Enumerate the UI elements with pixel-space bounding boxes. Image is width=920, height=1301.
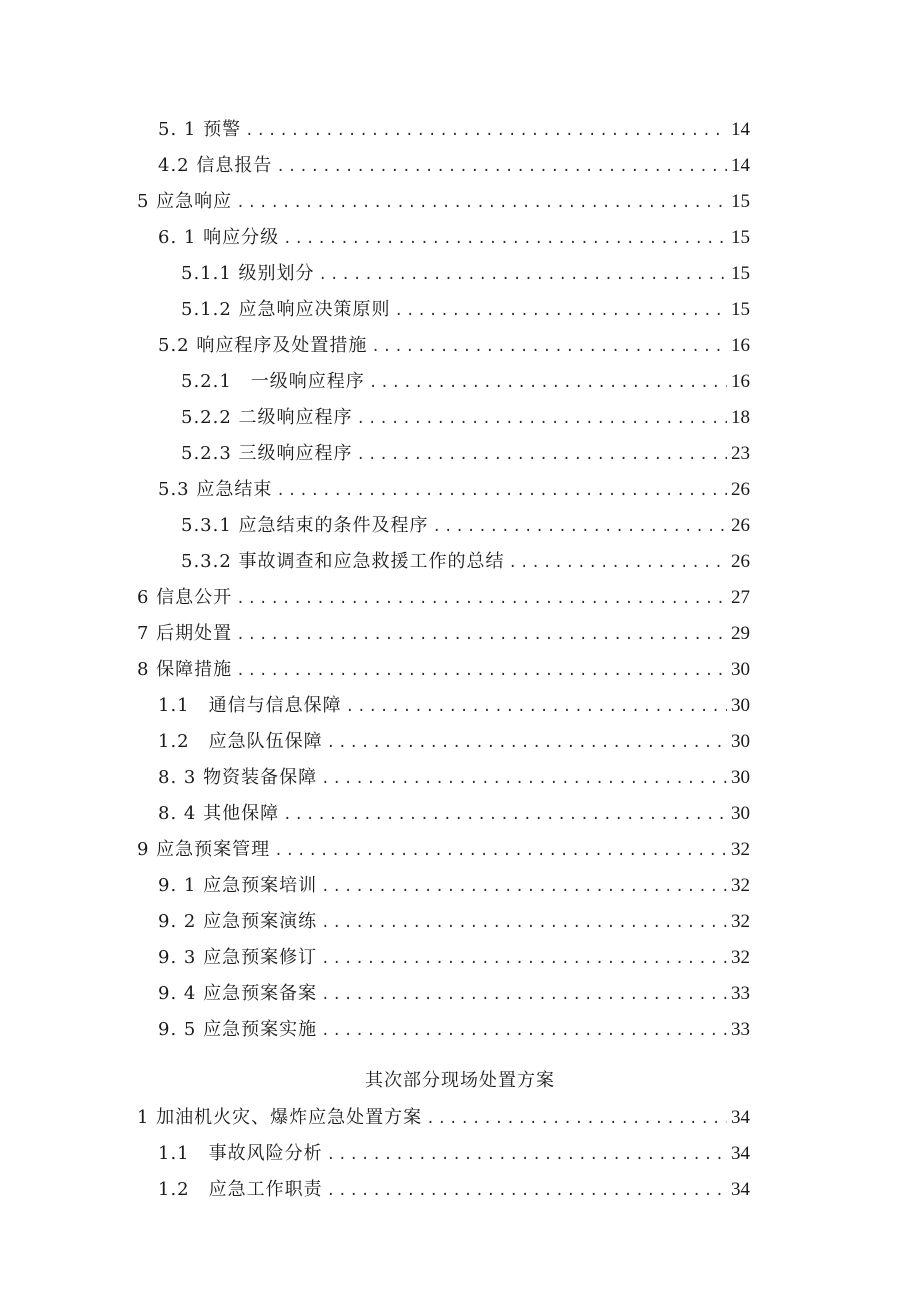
toc-page-number: 29 xyxy=(731,623,750,644)
toc-entry[interactable] xyxy=(0,328,750,364)
toc-entry[interactable] xyxy=(0,292,750,328)
toc-entry-label: 4.2 信息报告 xyxy=(158,155,273,176)
toc-page-number: 26 xyxy=(731,515,750,536)
toc-entry-label: 5 应急响应 xyxy=(137,191,233,212)
dot-leader xyxy=(236,185,727,221)
toc-page-number: 14 xyxy=(731,119,750,140)
toc-page-number: 26 xyxy=(731,479,750,500)
toc-entry-label: 1.1 通信与信息保障 xyxy=(158,695,342,716)
table-of-contents xyxy=(0,112,920,1048)
toc-entry[interactable] xyxy=(0,904,750,940)
toc-page-number: 30 xyxy=(731,767,750,788)
toc-page-number: 14 xyxy=(731,155,750,176)
dot-leader xyxy=(426,1101,727,1137)
dot-leader xyxy=(327,1173,727,1209)
toc-entry-label: 9. 5 应急预案实施 xyxy=(158,1019,318,1040)
toc-entry[interactable] xyxy=(0,1136,750,1172)
toc-page-number: 15 xyxy=(731,263,750,284)
toc-entry-label: 9. 3 应急预案修订 xyxy=(158,947,318,968)
toc-page-number: 32 xyxy=(731,875,750,896)
dot-leader xyxy=(245,113,727,149)
toc-entry[interactable] xyxy=(0,724,750,760)
dot-leader xyxy=(319,257,727,293)
toc-entry[interactable] xyxy=(0,580,750,616)
toc-page-number: 32 xyxy=(731,947,750,968)
toc-entry[interactable] xyxy=(0,1012,750,1048)
dot-leader xyxy=(357,401,727,437)
toc-entry-label: 5.3.1 应急结束的条件及程序 xyxy=(181,515,429,536)
toc-entry-label: 8. 3 物资装备保障 xyxy=(158,767,318,788)
dot-leader xyxy=(236,653,727,689)
toc-entry[interactable] xyxy=(0,148,750,184)
dot-leader xyxy=(395,293,727,329)
dot-leader xyxy=(346,689,727,725)
toc-page-number: 30 xyxy=(731,803,750,824)
dot-leader xyxy=(321,1013,727,1049)
toc-page-number: 33 xyxy=(731,1019,750,1040)
toc-entry[interactable] xyxy=(0,688,750,724)
toc-entry[interactable] xyxy=(0,436,750,472)
toc-page-number: 16 xyxy=(731,335,750,356)
toc-entry-label: 9. 1 应急预案培训 xyxy=(158,875,318,896)
toc-page-number: 18 xyxy=(731,407,750,428)
toc-entry[interactable] xyxy=(0,1100,750,1136)
toc-entry[interactable] xyxy=(0,508,750,544)
toc-entry-label: 6. 1 响应分级 xyxy=(158,227,280,248)
dot-leader xyxy=(371,329,727,365)
toc-entry-label: 6 信息公开 xyxy=(137,587,233,608)
toc-entry-label: 7 后期处置 xyxy=(137,623,233,644)
toc-entry-label: 8. 4 其他保障 xyxy=(158,803,280,824)
toc-entry[interactable] xyxy=(0,184,750,220)
toc-page-number: 34 xyxy=(731,1107,750,1128)
toc-entry[interactable] xyxy=(0,472,750,508)
toc-entry-label: 5.3.2 事故调查和应急救援工作的总结 xyxy=(181,551,505,572)
toc-entry[interactable] xyxy=(0,256,750,292)
toc-entry[interactable] xyxy=(0,544,750,580)
toc-page-number: 33 xyxy=(731,983,750,1004)
toc-entry[interactable] xyxy=(0,364,750,400)
toc-entry[interactable] xyxy=(0,616,750,652)
toc-page-number: 32 xyxy=(731,839,750,860)
dot-leader xyxy=(276,149,727,185)
toc-entry-label: 5.1.2 应急响应决策原则 xyxy=(181,299,391,320)
dot-leader xyxy=(283,797,727,833)
dot-leader xyxy=(321,869,727,905)
toc-page-number: 15 xyxy=(731,191,750,212)
toc-page-number: 30 xyxy=(731,695,750,716)
toc-entry[interactable] xyxy=(0,652,750,688)
toc-entry[interactable] xyxy=(0,976,750,1012)
dot-leader xyxy=(509,545,727,581)
dot-leader xyxy=(357,437,727,473)
toc-entry-label: 9 应急预案管理 xyxy=(137,839,271,860)
toc-entry-label: 9. 2 应急预案演练 xyxy=(158,911,318,932)
toc-entry-label: 1 加油机火灾、爆炸应急处置方案 xyxy=(137,1107,423,1128)
dot-leader xyxy=(369,365,727,401)
table-of-contents-part2 xyxy=(0,1100,920,1208)
dot-leader xyxy=(321,905,727,941)
toc-entry[interactable] xyxy=(0,400,750,436)
toc-entry-label: 5.2.2 二级响应程序 xyxy=(181,407,353,428)
toc-entry[interactable] xyxy=(0,112,750,148)
toc-page-number: 34 xyxy=(731,1179,750,1200)
toc-entry-label: 5.2 响应程序及处置措施 xyxy=(158,335,368,356)
dot-leader xyxy=(276,473,727,509)
toc-page-number: 30 xyxy=(731,731,750,752)
toc-page-number: 32 xyxy=(731,911,750,932)
toc-entry[interactable] xyxy=(0,832,750,868)
toc-entry-label: 5.2.1 一级响应程序 xyxy=(181,371,365,392)
section-heading: 其次部分现场处置方案 xyxy=(365,1070,555,1091)
toc-entry[interactable] xyxy=(0,220,750,256)
toc-entry-label: 5.3 应急结束 xyxy=(158,479,273,500)
toc-page-number: 26 xyxy=(731,551,750,572)
toc-page-number: 23 xyxy=(731,443,750,464)
dot-leader xyxy=(321,761,727,797)
toc-entry[interactable] xyxy=(0,796,750,832)
dot-leader xyxy=(327,1137,727,1173)
toc-entry-label: 1.2 应急工作职责 xyxy=(158,1179,323,1200)
toc-entry-label: 8 保障措施 xyxy=(137,659,233,680)
toc-page-number: 34 xyxy=(731,1143,750,1164)
toc-entry-label: 1.2 应急队伍保障 xyxy=(158,731,323,752)
dot-leader xyxy=(236,617,727,653)
toc-entry[interactable] xyxy=(0,1172,750,1208)
toc-page-number: 27 xyxy=(731,587,750,608)
dot-leader xyxy=(283,221,727,257)
toc-page-number: 15 xyxy=(731,227,750,248)
dot-leader xyxy=(321,941,727,977)
toc-entry[interactable] xyxy=(0,760,750,796)
dot-leader xyxy=(321,977,727,1013)
toc-entry-label: 5. 1 预警 xyxy=(158,119,242,140)
dot-leader xyxy=(433,509,727,545)
toc-entry-label: 5.1.1 级别划分 xyxy=(181,263,315,284)
toc-entry-label: 9. 4 应急预案备案 xyxy=(158,983,318,1004)
toc-page-number: 30 xyxy=(731,659,750,680)
dot-leader xyxy=(327,725,727,761)
dot-leader xyxy=(236,581,727,617)
toc-entry[interactable] xyxy=(0,940,750,976)
toc-page-number: 16 xyxy=(731,371,750,392)
toc-entry-label: 1.1 事故风险分析 xyxy=(158,1143,323,1164)
toc-entry-label: 5.2.3 三级响应程序 xyxy=(181,443,353,464)
toc-page-number: 15 xyxy=(731,299,750,320)
dot-leader xyxy=(274,833,727,869)
toc-entry[interactable] xyxy=(0,868,750,904)
